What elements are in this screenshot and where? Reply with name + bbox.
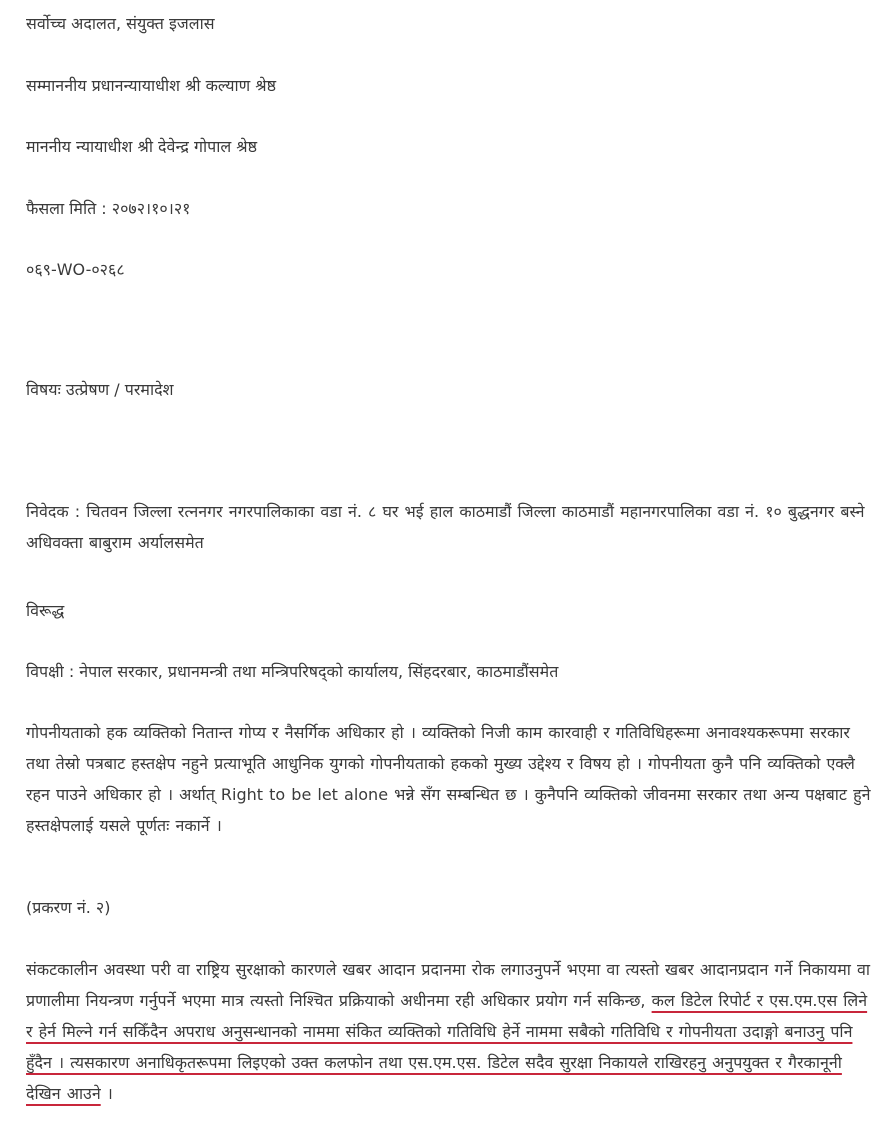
case-number: ०६९-WO-०२६८	[26, 260, 125, 279]
case-subject: विषयः उत्प्रेषण / परमादेश	[26, 380, 174, 399]
paragraph-intro-text: संकटकालीन अवस्था परी वा राष्ट्रिय सुरक्षाको कारणले खबर आदान प्रदानमा रोक लगाउनुपर्ने भएमा वा त्यस्तो खबर आदानप्रदान गर्ने निकायमा वा प्रणालीमा नियन्त्रण गर्नुपर्ने भएमा मात्र त्यस्तो निश्चित प्रक्रियाको अधीनमा रही अधिकार प्रयोग गर्न सकिन्छ,	[26, 960, 871, 1010]
court-name: सर्वोच्च अदालत, संयुक्त इजलास	[26, 14, 215, 33]
paragraph-end-text: ।	[100, 1084, 113, 1103]
decision-date: फैसला मिति : २०७२।१०।२१	[26, 199, 191, 218]
justice-name: माननीय न्यायाधीश श्री देवेन्द्र गोपाल श्रेष्ठ	[26, 137, 258, 156]
emergency-restriction-paragraph	[26, 954, 878, 1109]
versus-label: विरूद्ध	[26, 601, 65, 620]
underlined-holding-text: कल डिटेल रिपोर्ट र एस.एम.एस लिने र हेर्न मिल्ने गर्न सकिँदैन अपराध अनुसन्धानको नाममा संकित व्यक्तिको गतिविधि हेर्ने नाममा सबैको गतिविधि र गोपनीयता उदाङ्गो बनाउनु पनि हुँदैन । त्यसकारण अनाधिकृतरूपमा लिइएको उक्त कलफोन तथा एस.एम.एस. डिटेल सदैव सुरक्षा निकायले राखिरहनु अनुपयुक्त र गैरकानूनी देखिन आउने	[26, 991, 868, 1103]
respondent-details: विपक्षी : नेपाल सरकार, प्रधानमन्त्री तथा मन्त्रिपरिषद्को कार्यालय, सिंहदरबार, काठमाडौंसमेत	[26, 662, 559, 681]
privacy-right-paragraph: गोपनीयताको हक व्यक्तिको नितान्त गोप्य र नैसर्गिक अधिकार हो । व्यक्तिको निजी काम कारवाही र गतिविधिहरूमा अनावश्यकरूपमा सरकार तथा तेस्रो पत्रबाट हस्तक्षेप नहुने प्रत्याभूति आधुनिक युगको गोपनीयताको हकको मुख्य उद्देश्य र विषय हो । गोपनीयता कुनै पनि व्यक्तिको एक्लै रहन पाउने अधिकार हो । अर्थात् Right to be let alone भन्ने सँग सम्बन्धित छ । कुनैपनि व्यक्तिको जीवनमा सरकार तथा अन्य पक्षबाट हुने हस्तक्षेपलाई यसले पूर्णतः नकार्ने ।	[26, 723, 871, 835]
chief-justice-name: सम्माननीय प्रधानन्यायाधीश श्री कल्याण श्रेष्ठ	[26, 76, 277, 95]
petitioner-details: निवेदक : चितवन जिल्ला रत्ननगर नगरपालिकाका वडा नं. ८ घर भई हाल काठमाडौं जिल्ला काठमाडौं महानगरपालिका वडा नं. १० बुद्धनगर बस्ने अधिवक्ता बाबुराम अर्यालसमेत	[26, 502, 865, 552]
clause-reference: (प्रकरण नं. २)	[26, 898, 111, 917]
